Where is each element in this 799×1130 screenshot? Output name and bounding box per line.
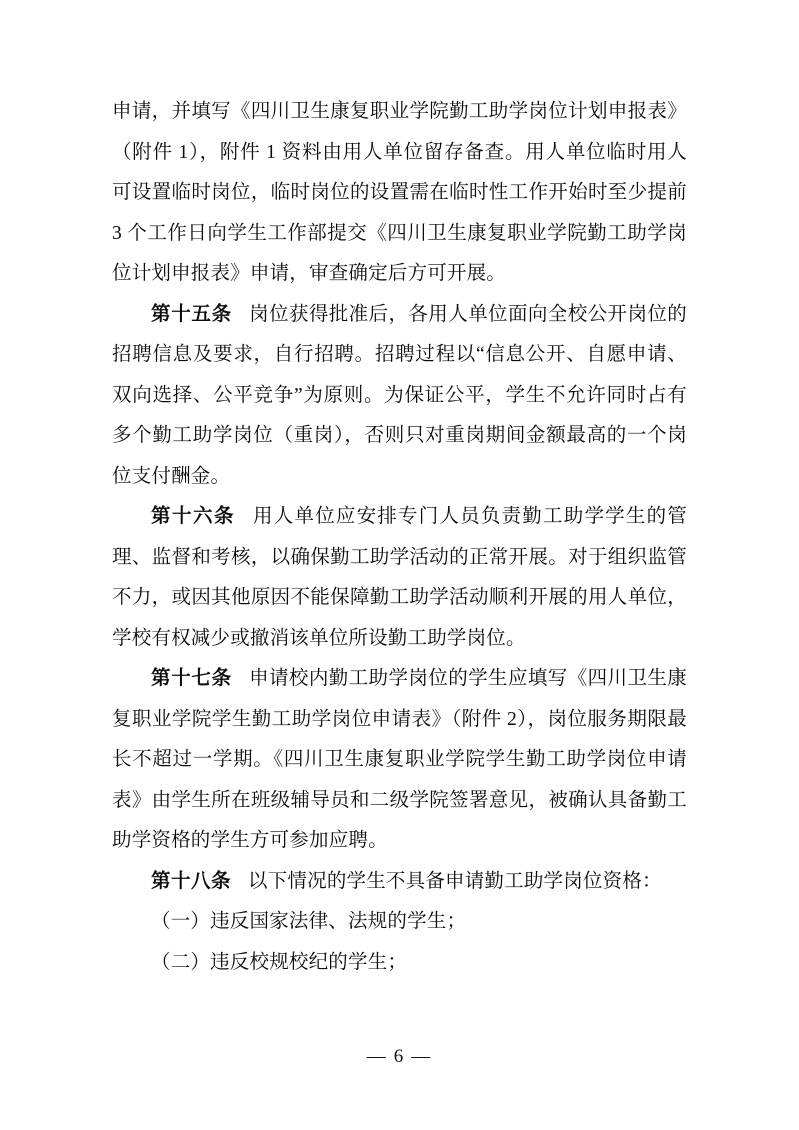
- paragraph-item-1: [112, 902, 687, 943]
- paragraph-text: 岗位获得批准后，各用人单位面向全校公开岗位的招聘信息及要求，自行招聘。招聘过程以“信息公开、自愿申请、双向选择、公平竞争”为原则。为保证公平，学生不允许同时占有多个勤工助学岗位（重岗），否则只对重岗期间金额最高的一个岗位支付酬金。: [112, 303, 687, 487]
- paragraph-article-18: [112, 862, 687, 903]
- paragraph-article-16: [112, 497, 687, 659]
- paragraph-text: （二）违反校规校纪的学生；: [151, 951, 408, 973]
- article-label: 第十五条: [151, 303, 232, 325]
- paragraph-continued: [112, 92, 687, 295]
- paragraph-article-15: [112, 295, 687, 498]
- paragraph-text: 以下情况的学生不具备申请勤工助学岗位资格：: [248, 870, 662, 892]
- paragraph-item-2: [112, 943, 687, 984]
- paragraph-text: 申请校内勤工助学岗位的学生应填写《四川卫生康复职业学院学生勤工助学岗位申请表》（附件 2），岗位服务期限最长不超过一学期。《四川卫生康复职业学院学生勤工助学岗位申请表》由学生所在班级辅导员和二级学院签署意见，被确认具备勤工助学资格的学生方可参加应聘。: [112, 668, 687, 851]
- paragraph-text: （一）违反国家法律、法规的学生；: [151, 911, 467, 932]
- article-label: 第十八条: [151, 870, 232, 892]
- paragraph-text: 申请，并填写《四川卫生康复职业学院勤工助学岗位计划申报表》（附件 1），附件 1 资料由用人单位留存备查。用人单位临时用人可设置临时岗位，临时岗位的设置需在临时性工作开始时至少提前 3 个工作日向学生工作部提交《四川卫生康复职业学院勤工助学岗位计划申报表》申请，审查确定后方可开展。: [112, 101, 687, 284]
- paragraph-article-17: [112, 659, 687, 862]
- article-label: 第十六条: [151, 506, 236, 527]
- paragraph-text: 用人单位应安排专门人员负责勤工助学学生的管理、监督和考核，以确保勤工助学活动的正常开展。对于组织监管不力，或因其他原因不能保障勤工助学活动顺利开展的用人单位，学校有权减少或撤消该单位所设勤工助学岗位。: [112, 506, 687, 649]
- article-label: 第十七条: [151, 668, 232, 689]
- page-footer: [0, 1046, 799, 1068]
- footer-dash-right: —: [411, 1046, 433, 1067]
- document-body: [112, 92, 687, 983]
- footer-dash-left: —: [366, 1046, 388, 1067]
- page-number: 6: [393, 1046, 406, 1067]
